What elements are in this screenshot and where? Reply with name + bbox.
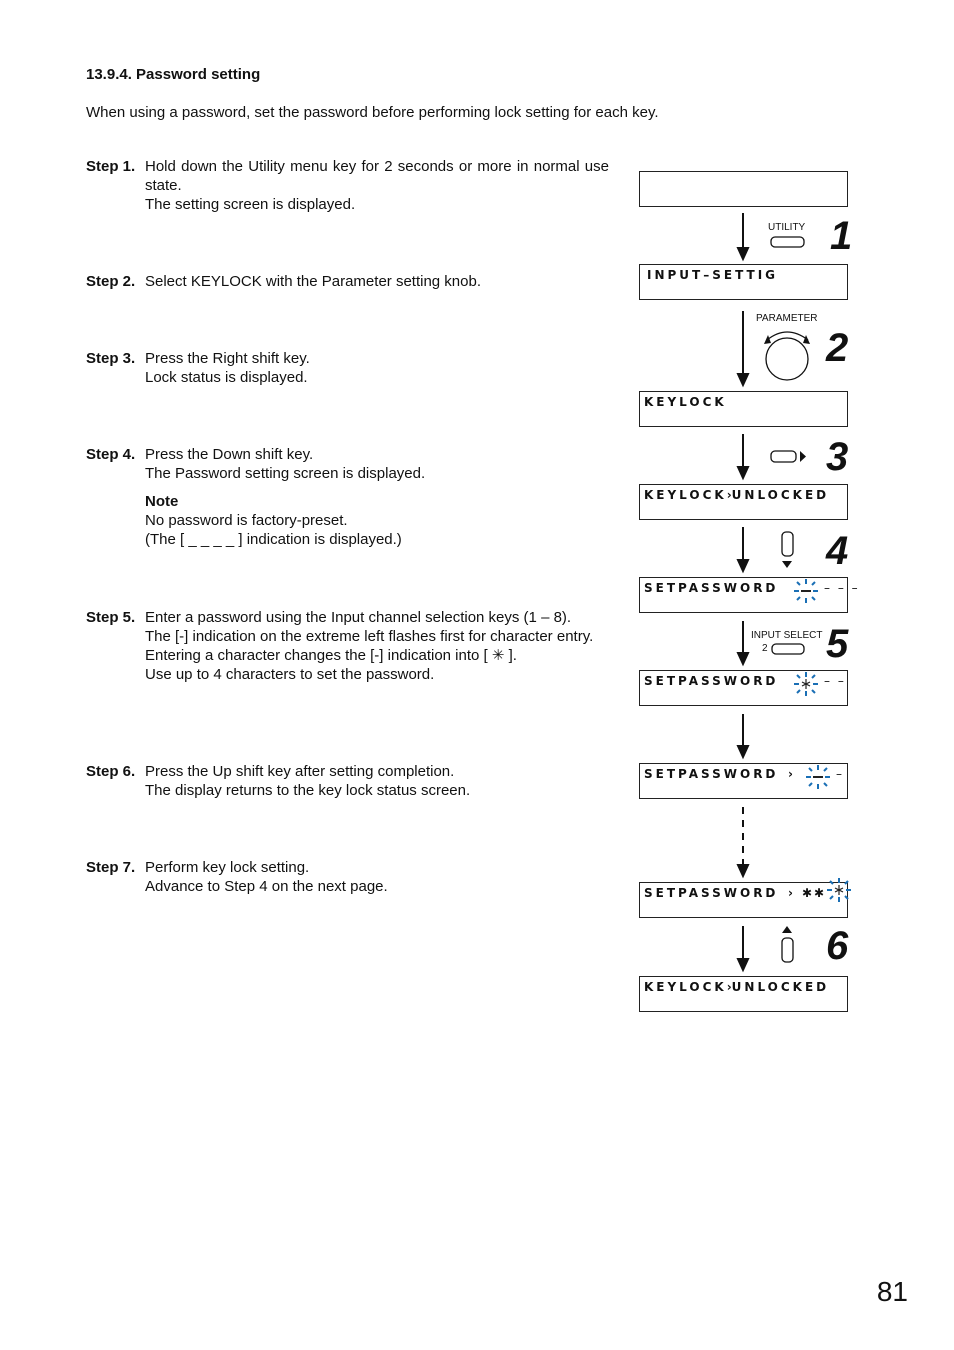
arrow-right-icon: › — [726, 488, 732, 502]
step-text: Select KEYLOCK with the Parameter setting knob. — [145, 273, 481, 290]
step-text: The [-] indication on the extreme left flashes first for character entry. — [145, 628, 594, 645]
input-select-key-icon — [772, 644, 804, 654]
down-arrow-head — [738, 959, 748, 970]
parameter-knob-icon — [766, 332, 808, 380]
step-text: Press the Up shift key after setting completion. — [145, 763, 455, 780]
step-text: Enter a password using the Input channel selection keys (1 – 8). — [145, 609, 572, 626]
lcd-placeholder: – — [836, 767, 844, 781]
step-number-6: 6 — [826, 924, 849, 968]
up-shift-key-icon — [782, 926, 793, 962]
arrow-right-icon: › — [788, 886, 795, 900]
step-label: Step 2. — [86, 273, 136, 290]
down-arrow-head — [738, 248, 748, 259]
note-text: (The [ _ _ _ _ ] indication is displayed.) — [145, 531, 402, 548]
note-text: No password is factory-preset. — [145, 512, 348, 529]
down-arrow-head — [738, 560, 748, 571]
step-number-2: 2 — [826, 326, 849, 370]
step-text: Hold down the Utility menu key for 2 seconds or more in normal use state. — [145, 158, 609, 194]
input-select-number: 2 — [762, 643, 768, 654]
step-number-5: 5 — [826, 622, 849, 666]
lcd-placeholder: – – — [824, 674, 846, 688]
down-shift-key-icon — [782, 532, 793, 568]
lcd-text: KEYLOCK — [644, 395, 727, 409]
step-number-3: 3 — [826, 435, 849, 479]
step-label: Step 5. — [86, 609, 136, 626]
lcd-text: SETPASSWORD — [644, 767, 779, 781]
lcd-placeholder: – – – — [824, 581, 860, 595]
step-text: Press the Right shift key. — [145, 350, 310, 367]
step-text: Entering a character changes the [-] indication into [ ✳ ]. — [145, 647, 517, 664]
step-label: Step 3. — [86, 350, 136, 367]
step-label: Step 6. — [86, 763, 136, 780]
note-title: Note — [145, 493, 179, 510]
lcd-text: SETPASSWORD — [644, 674, 779, 688]
step-text: The display returns to the key lock status screen. — [145, 782, 471, 799]
lcd-text: KEYLOCK›UNLOCKED — [644, 980, 830, 994]
lcd-text: KEYLOCK›UNLOCKED — [644, 488, 830, 502]
step-number-4: 4 — [826, 529, 849, 573]
down-arrow-head — [738, 746, 748, 757]
step-text: Perform key lock setting. — [145, 859, 310, 876]
step-text: Press the Down shift key. — [145, 446, 314, 463]
arrow-right-icon: › — [726, 980, 732, 994]
step-label: Step 4. — [86, 446, 136, 463]
arrow-right-icon: › — [788, 767, 795, 781]
down-arrow-head — [738, 374, 748, 385]
intro-text: When using a password, set the password before performing lock setting for each key. — [86, 104, 659, 121]
lcd-text: SETPASSWORD — [644, 886, 779, 900]
page-number: 81 — [876, 1276, 908, 1307]
lcd-text: INPUT–SETTIG — [647, 268, 779, 282]
step-text: The setting screen is displayed. — [145, 196, 356, 213]
utility-caption: UTILITY — [768, 222, 806, 233]
down-arrow-head — [738, 653, 748, 664]
step-label: Step 1. — [86, 158, 136, 175]
step-number-1: 1 — [830, 214, 853, 258]
step-text: Use up to 4 characters to set the password. — [145, 666, 435, 683]
step-label: Step 7. — [86, 859, 136, 876]
step-text: Lock status is displayed. — [145, 369, 308, 386]
input-select-caption: INPUT SELECT — [751, 630, 823, 641]
step-text: The Password setting screen is displayed. — [145, 465, 426, 482]
asterisk-icon: ✱✱ — [802, 886, 827, 900]
down-arrow-head — [738, 467, 748, 478]
down-arrow-head — [738, 865, 748, 876]
lcd-text: SETPASSWORD — [644, 581, 779, 595]
utility-key-icon — [771, 237, 804, 247]
step-text: Advance to Step 4 on the next page. — [145, 878, 388, 895]
section-title: 13.9.4. Password setting — [86, 66, 261, 83]
right-shift-key-icon — [771, 451, 806, 462]
parameter-caption: PARAMETER — [756, 313, 818, 324]
